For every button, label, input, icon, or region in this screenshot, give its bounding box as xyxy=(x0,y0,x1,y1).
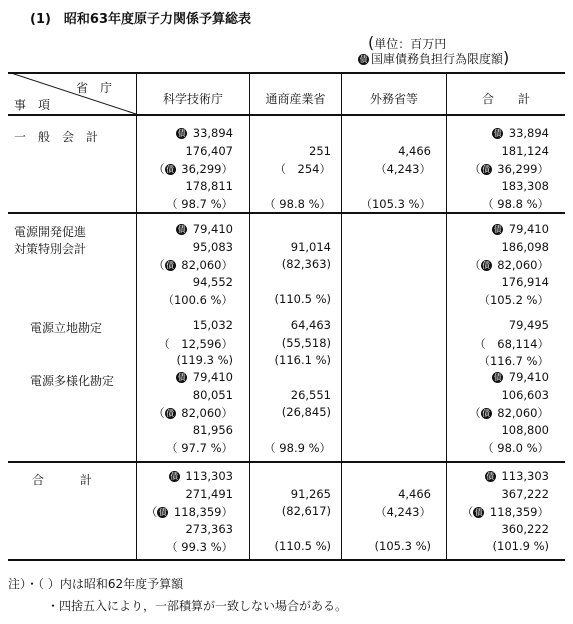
cell-total: （ 債 82,060） xyxy=(469,406,549,420)
page-title: (1) 昭和63年度原子力関係予算総表 xyxy=(30,12,252,27)
cell-miti: 91,014 xyxy=(290,239,331,254)
debt-mark-icon: 債 xyxy=(170,472,179,481)
cell-miti: 91,265 xyxy=(290,486,331,501)
header-corner-item: 事 項 xyxy=(14,98,51,112)
debt-limit-legend: 債 国庫債務負担行為限度額) xyxy=(359,48,510,67)
cell-total: （ 98.8 %） xyxy=(482,197,549,211)
cell-total: 108,800 xyxy=(501,422,549,437)
row-label-grand-total: 合 計 xyxy=(32,473,93,487)
col-divider-3 xyxy=(341,72,342,560)
cell-miti: 64,463 xyxy=(290,318,331,332)
cell-stasta: （ 99.3 %） xyxy=(166,540,233,554)
col-divider-1 xyxy=(136,72,137,560)
cell-total: 債 79,410 xyxy=(493,370,549,384)
cell-total: （116.7 %） xyxy=(478,354,549,368)
cell-mofa: （105.3 %） xyxy=(360,197,431,211)
cell-stasta: （ 12,596） xyxy=(158,336,233,351)
cell-total: 186,098 xyxy=(501,239,549,254)
cell-miti: （ 98.9 %） xyxy=(264,441,331,455)
cell-stasta: （ 債 82,060） xyxy=(153,258,233,272)
cell-total: (101.9 %) xyxy=(492,539,549,553)
cell-stasta: (119.3 %) xyxy=(176,353,233,367)
cell-total: 債 113,303 xyxy=(486,469,549,483)
cell-stasta: （100.6 %） xyxy=(162,293,233,307)
note-parentheses: 注）・（ ）内は昭和62年度予算額 xyxy=(8,577,184,591)
cell-total: （105.2 %） xyxy=(478,293,549,307)
header-corner-ministry: 省 庁 xyxy=(76,81,113,95)
cell-stasta: （ 97.7 %） xyxy=(166,441,233,455)
row-label-power-siting: 電源立地勘定 xyxy=(30,321,103,335)
cell-miti: (55,518) xyxy=(281,335,331,350)
debt-mark-icon: 債 xyxy=(166,165,175,174)
debt-mark-icon: 債 xyxy=(486,472,495,481)
cell-stasta: （ 98.7 %） xyxy=(166,197,233,211)
cell-stasta: （ 債 118,359） xyxy=(145,505,233,519)
header-col-mofa: 外務省等 xyxy=(369,92,418,106)
debt-mark-icon: 債 xyxy=(177,373,186,382)
header-col-total: 合 計 xyxy=(481,92,530,106)
cell-stasta: 債 79,410 xyxy=(177,222,233,236)
cell-total: 債 33,894 xyxy=(493,126,549,140)
cell-miti: 251 xyxy=(309,143,331,158)
cell-mofa: 4,466 xyxy=(398,486,431,501)
debt-mark-icon: 債 xyxy=(482,409,491,418)
cell-mofa: （4,243） xyxy=(375,162,431,176)
cell-stasta: 債 33,894 xyxy=(177,126,233,140)
col-divider-2 xyxy=(249,72,250,560)
cell-stasta: 債 113,303 xyxy=(170,469,233,483)
cell-miti: 26,551 xyxy=(290,387,331,402)
cell-stasta: 95,083 xyxy=(192,239,233,254)
debt-mark-icon: 債 xyxy=(158,508,167,517)
header-col-stasta: 科学技術庁 xyxy=(162,92,223,106)
cell-total: （ 債 82,060） xyxy=(469,258,549,272)
table-bottom-border xyxy=(8,559,565,561)
unit-label: (単位：百万円 xyxy=(368,33,447,52)
cell-stasta: 15,032 xyxy=(192,318,233,332)
cell-total: 176,914 xyxy=(501,274,549,289)
cell-stasta: 80,051 xyxy=(192,387,233,402)
cell-mofa: (105.3 %) xyxy=(374,539,431,553)
cell-total: 債 79,410 xyxy=(493,222,549,236)
cell-total: 360,222 xyxy=(501,521,549,536)
cell-stasta: 176,407 xyxy=(185,143,233,158)
cell-total: （ 債 118,359） xyxy=(461,505,549,519)
debt-mark-icon: 債 xyxy=(493,373,502,382)
cell-stasta: 273,363 xyxy=(185,521,233,536)
debt-mark-icon: 債 xyxy=(166,261,175,270)
cell-total: 183,308 xyxy=(501,178,549,193)
col-divider-4 xyxy=(446,72,447,560)
debt-mark-icon: 債 xyxy=(474,508,483,517)
cell-total: （ 債 36,299） xyxy=(469,162,549,176)
row-label-general-account: 一 般 会 計 xyxy=(14,130,99,144)
cell-stasta: 178,811 xyxy=(185,178,233,193)
note-rounding: ・四捨五入により，一部積算が一致しない場合がある。 xyxy=(47,599,348,613)
debt-mark-icon: 債 xyxy=(482,261,491,270)
cell-miti: (82,363) xyxy=(281,257,331,271)
debt-mark-icon: 債 xyxy=(359,55,368,64)
cell-total: （ 98.0 %） xyxy=(482,441,549,455)
cell-total: 367,222 xyxy=(501,486,549,501)
section-divider-2 xyxy=(8,461,565,463)
cell-miti: (116.1 %) xyxy=(274,353,331,367)
cell-miti: （ 254） xyxy=(274,162,331,176)
cell-mofa: （4,243） xyxy=(375,505,431,519)
section-divider-1 xyxy=(8,212,565,214)
cell-stasta: （ 債 82,060） xyxy=(153,406,233,420)
cell-miti: (110.5 %) xyxy=(274,539,331,553)
cell-total: （ 68,114） xyxy=(474,336,549,351)
debt-mark-icon: 債 xyxy=(177,129,186,138)
cell-stasta: 94,552 xyxy=(192,274,233,289)
header-col-miti: 通商産業省 xyxy=(265,92,326,106)
cell-miti: (82,617) xyxy=(281,504,331,518)
cell-stasta: 81,956 xyxy=(192,422,233,437)
cell-stasta: 債 79,410 xyxy=(177,370,233,384)
cell-miti: (26,845) xyxy=(281,405,331,419)
cell-miti: (110.5 %) xyxy=(274,292,331,306)
cell-total: 79,495 xyxy=(508,318,549,332)
cell-total: 181,124 xyxy=(501,143,549,158)
row-label-power-dev-account: 電源開発促進 対策特別会計 xyxy=(14,225,87,256)
cell-stasta: （ 債 36,299） xyxy=(153,162,233,176)
row-label-power-diversification: 電源多様化勘定 xyxy=(30,374,115,388)
cell-miti: （ 98.8 %） xyxy=(264,197,331,211)
debt-mark-icon: 債 xyxy=(493,129,502,138)
debt-mark-icon: 債 xyxy=(493,225,502,234)
debt-mark-icon: 債 xyxy=(482,165,491,174)
cell-stasta: 271,491 xyxy=(185,486,233,501)
cell-mofa: 4,466 xyxy=(398,143,431,158)
debt-mark-icon: 債 xyxy=(177,225,186,234)
debt-mark-icon: 債 xyxy=(166,409,175,418)
cell-total: 106,603 xyxy=(501,387,549,402)
